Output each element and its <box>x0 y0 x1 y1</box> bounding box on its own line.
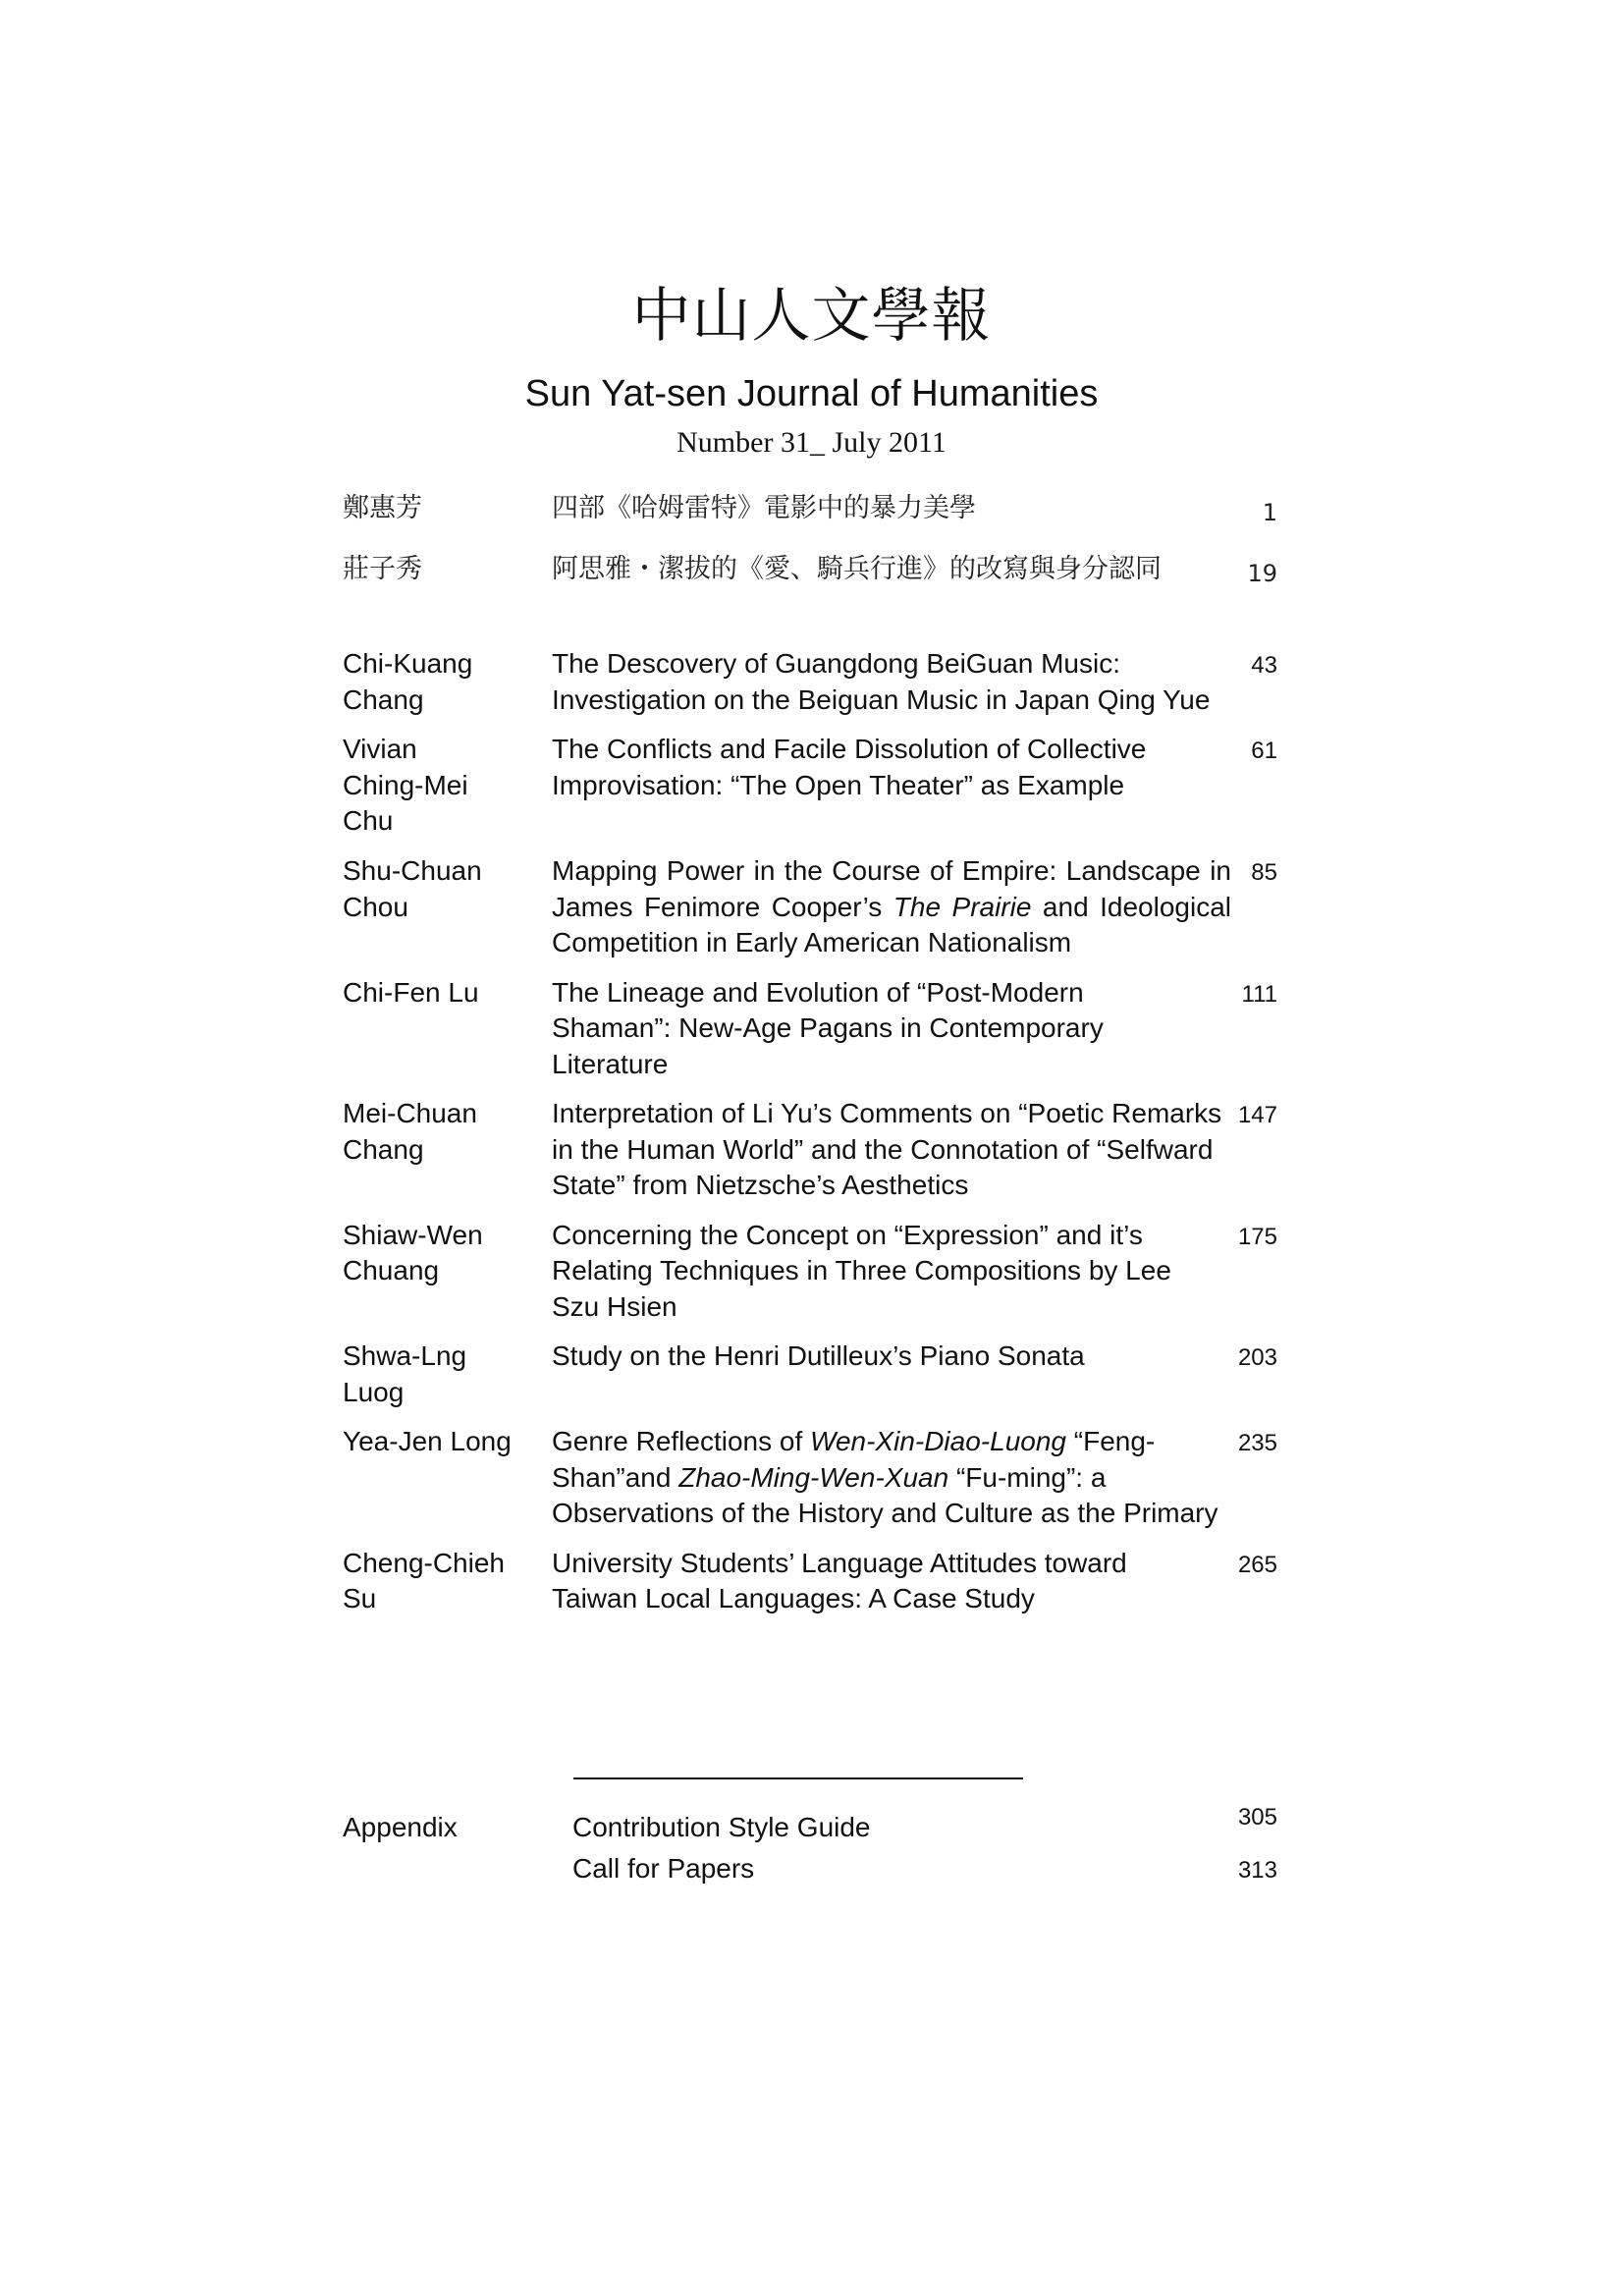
entry-title-part: “Feng-Shan”and <box>552 1426 1156 1493</box>
entry-title <box>552 853 1231 961</box>
entry-author: Mei-Chuan Chang <box>343 1098 477 1165</box>
entry-author: 鄭惠芳 <box>343 493 422 523</box>
toc-entry <box>343 491 1277 552</box>
appendix-item-page: 305 <box>1237 1804 1277 1831</box>
entry-page-number: 61 <box>1251 738 1277 764</box>
toc-entry <box>343 646 1277 718</box>
toc-entry <box>343 552 1277 613</box>
toc-entry <box>343 1339 1277 1410</box>
entry-author: Vivian Ching-Mei Chu <box>343 734 468 836</box>
entry-title: Study on the Henri Dutilleux’s Piano Sonata <box>552 1340 1085 1371</box>
entry-author: 莊子秀 <box>343 554 422 584</box>
entry-author: Shwa-Lng Luog <box>343 1340 467 1407</box>
entry-author: Chi-Kuang Chang <box>343 648 473 715</box>
toc-entry <box>343 732 1277 840</box>
appendix-label: Appendix <box>343 1812 458 1842</box>
entry-page-number: 19 <box>1247 560 1277 587</box>
entry-page-number: 147 <box>1237 1102 1277 1128</box>
entry-title-italic: Wen-Xin-Diao-Luong <box>810 1426 1066 1456</box>
entry-title: The Lineage and Evolution of “Post-Modern Shaman”: New-Age Pagans in Contemporary Literature <box>552 976 1104 1079</box>
entry-title-part: Mapping Power in the Course of Empire: Landscape in James Fenimore Cooper’s <box>552 855 1231 922</box>
entry-title-italic: The Prairie <box>893 891 1032 922</box>
issue-number: Number 31_ July 2011 <box>676 426 947 459</box>
section-divider <box>573 1777 1023 1779</box>
toc-entry <box>343 1546 1277 1617</box>
entry-title: The Conflicts and Facile Dissolution of Collective Improvisation: “The Open Theater” as Example <box>552 734 1147 800</box>
entry-title: 四部《哈姆雷特》電影中的暴力美學 <box>552 493 976 523</box>
entry-page-number: 85 <box>1251 859 1277 886</box>
entry-title-part: “Fu-ming”: a Observations of the History and Culture as the Primary <box>552 1461 1218 1528</box>
entry-author: Chi-Fen Lu <box>343 976 479 1008</box>
appendix-item-page: 313 <box>1237 1857 1277 1884</box>
entry-author: Yea-Jen Long <box>343 1426 512 1456</box>
entry-page-number: 175 <box>1237 1223 1277 1250</box>
entry-page-number: 1 <box>1262 499 1277 526</box>
entry-title-part: and Ideological Competition in Early American Nationalism <box>552 891 1232 957</box>
entry-page-number: 265 <box>1237 1551 1277 1578</box>
toc-entry <box>343 1096 1277 1204</box>
entry-title: Concerning the Concept on “Expression” and it’s Relating Techniques in Three Compositions by Lee Szu Hsien <box>552 1219 1171 1322</box>
entry-author: Cheng-Chieh Su <box>343 1547 505 1613</box>
toc-entry <box>343 975 1277 1083</box>
entry-page-number: 203 <box>1237 1344 1277 1371</box>
entry-title: The Descovery of Guangdong BeiGuan Music: Investigation on the Beiguan Music in Japan Qing Yue <box>552 648 1211 715</box>
appendix-item-title: Contribution Style Guide <box>572 1812 871 1842</box>
entry-title: University Students’ Language Attitudes toward Taiwan Local Languages: A Case Study <box>552 1547 1127 1613</box>
entry-page-number: 43 <box>1251 652 1277 679</box>
entry-page-number: 235 <box>1237 1430 1277 1456</box>
toc-entry <box>343 1424 1277 1532</box>
entry-title: Interpretation of Li Yu’s Comments on “Poetic Remarks in the Human World” and the Connotation of “Selfward State” from Nietzsche’s Aesthetics <box>552 1098 1222 1200</box>
entry-author: Shiaw-Wen Chuang <box>343 1219 483 1285</box>
journal-title-chinese: 中山人文學報 <box>631 282 992 351</box>
journal-title-english: Sun Yat-sen Journal of Humanities <box>524 373 1099 414</box>
appendix-item-title: Call for Papers <box>572 1853 755 1884</box>
entry-title <box>552 1424 1231 1532</box>
table-of-contents <box>343 491 1277 1631</box>
entry-title: 阿思雅・潔拔的《愛、騎兵行進》的改寫與身分認同 <box>552 554 1162 584</box>
appendix-item <box>572 1804 1277 1851</box>
toc-entry <box>343 1218 1277 1326</box>
entry-title-italic: Zhao-Ming-Wen-Xuan <box>678 1461 949 1493</box>
appendix-section <box>343 1804 1277 1892</box>
entry-page-number: 111 <box>1241 980 1277 1008</box>
appendix-item <box>572 1851 1277 1892</box>
toc-entry <box>343 853 1277 961</box>
entry-title-part: Genre Reflections of <box>552 1426 811 1456</box>
entry-author: Shu-Chuan Chou <box>343 855 482 922</box>
